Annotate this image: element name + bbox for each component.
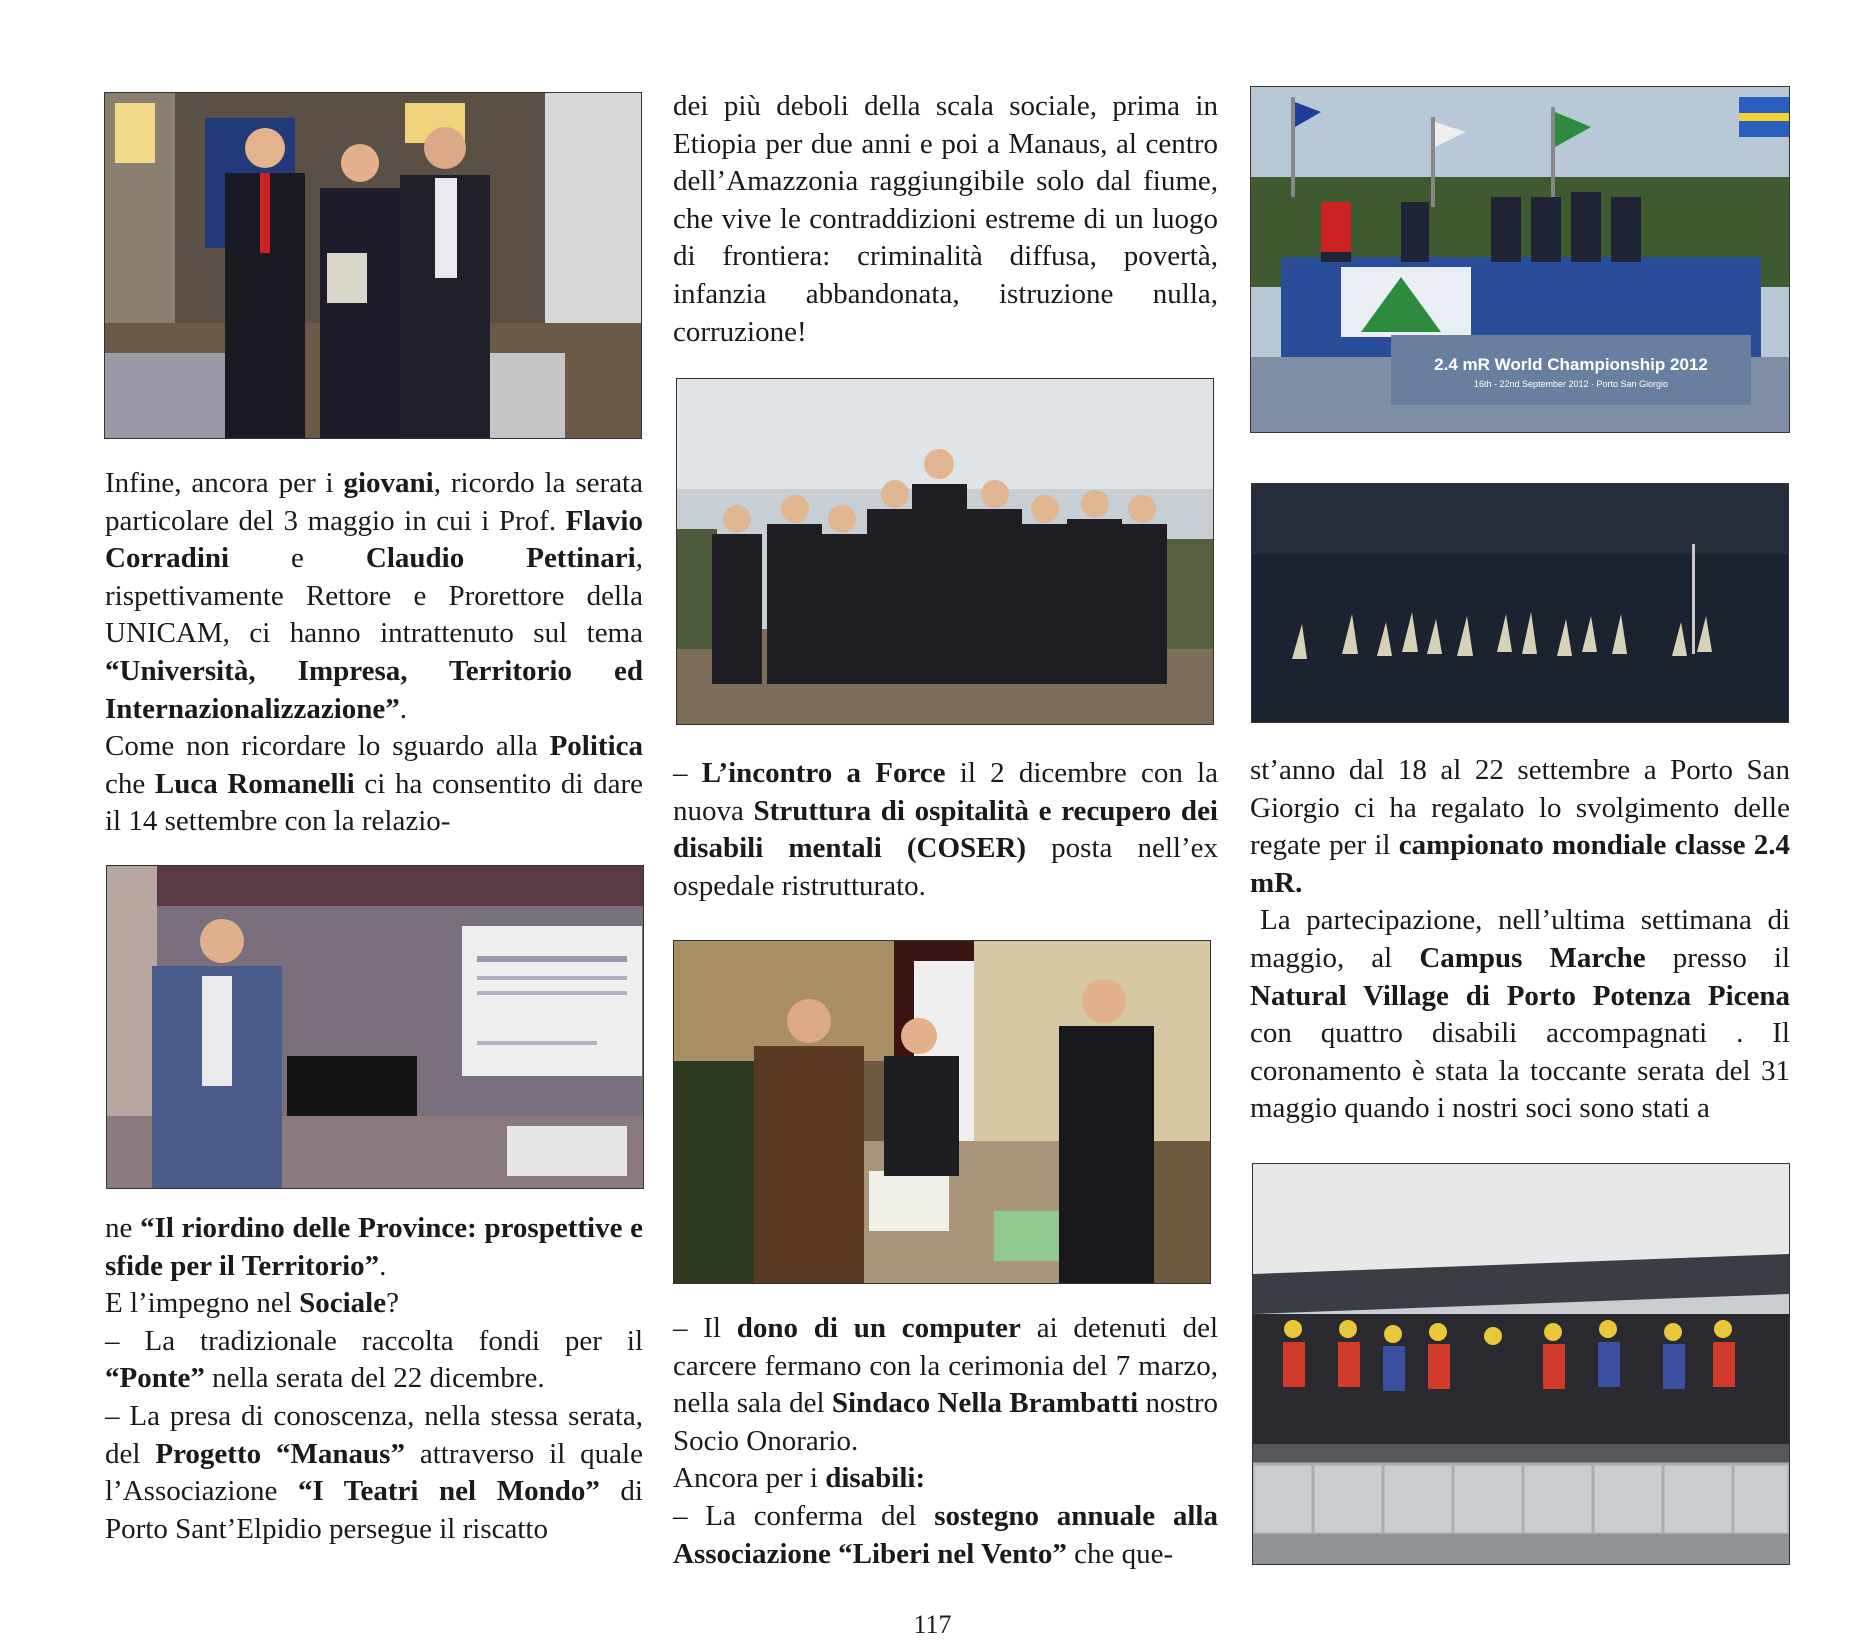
- col2-paragraph-disabili: [673, 1460, 1218, 1498]
- col1-paragraph-manaus: [105, 1398, 643, 1548]
- bold-span: Natural Village di Porto Potenza Picena: [1250, 979, 1790, 1012]
- bold-span: Sociale: [299, 1287, 387, 1320]
- col2-paragraph-liberi-nel-vento: [673, 1498, 1218, 1573]
- bold-span: “I Teatri nel Mondo”: [297, 1475, 600, 1508]
- championship-dates-text: 16th - 22nd September 2012 · Porto San Giorgio: [1473, 379, 1669, 389]
- column-2-text: [673, 88, 1218, 351]
- column-1-text: [105, 465, 643, 841]
- bold-span: disabili:: [825, 1462, 926, 1495]
- col2-paragraph-computer: [673, 1310, 1218, 1460]
- text-span: – La presa di conoscenza, nella stessa serata, del: [105, 1399, 643, 1470]
- bold-span: “Il riordino delle Province: prospettive e sfide per il Territorio”: [105, 1212, 644, 1282]
- page-number: 117: [913, 1610, 952, 1639]
- bold-span: sostegno annuale alla Associazione “Liberi nel Vento”: [673, 1499, 1218, 1570]
- text-span: – La tradizionale raccolta fondi per il: [105, 1324, 643, 1357]
- text-span: E l’impegno nel: [105, 1287, 300, 1320]
- col1-paragraph-ponte: [105, 1323, 643, 1398]
- sailing-regatta-illustration: [1252, 484, 1788, 722]
- bold-span: Campus Marche: [1419, 941, 1646, 974]
- championship-banner-text: 2.4 mR World Championship 2012: [1434, 355, 1708, 374]
- text-span: – Il: [673, 1312, 737, 1344]
- text-span: , ricordo la serata particolare del 3 maggio in cui i Prof.: [105, 467, 643, 537]
- speaker-illustration: [107, 866, 643, 1188]
- text-span: che que-: [1066, 1537, 1174, 1570]
- column-2-text-force: [673, 755, 1218, 905]
- band-stage-illustration: [1253, 1164, 1789, 1564]
- text-span: .: [379, 1249, 387, 1282]
- bold-span: Progetto “Manaus”: [155, 1437, 405, 1470]
- text-span: ci ha consentito di dare il 14 settembre con la relazio-: [105, 767, 643, 838]
- bold-span: Politica: [549, 730, 643, 763]
- column-2-text-computer: [673, 1310, 1218, 1573]
- column-3-text: [1250, 752, 1790, 1128]
- text-span: ne: [105, 1212, 141, 1244]
- col1-paragraph-politica: [105, 728, 643, 841]
- text-span: Come non ricordare lo sguardo alla: [105, 730, 550, 763]
- text-span: st’anno dal 18 al 22 settembre a Porto San Giorgio ci ha regalato lo svolgimento delle regate per il: [1250, 754, 1790, 862]
- award-ceremony-illustration: [105, 93, 641, 438]
- bold-span: dono di un computer: [736, 1312, 1021, 1344]
- bold-span: Luca Romanelli: [154, 767, 355, 800]
- text-span: , rispettivamente Rettore e Prorettore della UNICAM, ci hanno intrattenuto sul tema: [105, 542, 643, 650]
- bold-span: “Ponte”: [105, 1362, 205, 1395]
- col3-paragraph-campus-marche: [1250, 902, 1790, 1128]
- col1-paragraph-sociale: [105, 1285, 643, 1323]
- photo-computer-donation: [673, 940, 1211, 1284]
- col2-paragraph-manaus-continued: dei più deboli della scala sociale, prima in Etiopia per due anni e poi a Manaus, al centro dell’Amazzonia raggiungibile solo dal fiume, che vive le contraddizioni estreme di un luogo di frontiera: criminalità diffusa, povertà, infanzia abbandonata, istruzione nulla, corruzione!: [673, 90, 1218, 348]
- col3-paragraph-regate: [1250, 752, 1790, 902]
- text-span: .: [399, 692, 408, 725]
- text-span: e: [229, 542, 366, 575]
- col2-paragraph-force: [673, 755, 1218, 905]
- text-span: nostro Socio Onorario.: [673, 1387, 1218, 1457]
- text-span: Ancora per i: [673, 1462, 826, 1495]
- text-span: –: [673, 757, 702, 789]
- bold-span: campionato mondiale classe 2.4 mR.: [1250, 829, 1790, 899]
- text-span: Infine, ancora per i: [105, 467, 344, 499]
- bold-span: Flavio Corradini: [105, 504, 643, 575]
- photo-band-stage: [1252, 1163, 1790, 1565]
- col1-paragraph-giovani: [105, 465, 643, 728]
- photo-group-force: [676, 378, 1214, 725]
- bold-span: Sindaco Nella Brambatti: [831, 1387, 1139, 1420]
- column-1-text-continued: [105, 1210, 643, 1548]
- photo-award-ceremony: [104, 92, 642, 439]
- text-span: ai detenuti del carcere fermano con la cerimonia del 7 marzo, nella sala del: [673, 1312, 1219, 1420]
- bold-span: giovani: [343, 467, 434, 499]
- col1-paragraph-province: [105, 1210, 643, 1285]
- text-span: con quattro disabili accompagnati . Il coronamento è stata la toccante serata del 31 maggio quando i nostri soci sono stati a: [1250, 1017, 1790, 1125]
- text-span: ?: [386, 1287, 399, 1320]
- text-span: posta nell’ex ospedale ristrutturato.: [673, 832, 1218, 902]
- bold-span: L’incontro a Force: [701, 757, 946, 789]
- text-span: di Porto Sant’Elpidio persegue il riscatto: [105, 1475, 643, 1545]
- bold-span: “Università, Impresa, Territorio ed Internazionalizzazione”: [105, 654, 643, 725]
- text-span: – La conferma del: [673, 1499, 935, 1532]
- text-span: attraverso il quale l’Associazione: [105, 1437, 643, 1508]
- photo-championship-stage: [1250, 86, 1790, 433]
- computer-donation-illustration: [674, 941, 1210, 1283]
- text-span: che: [105, 767, 155, 800]
- text-span: La partecipazione, nell’ultima settimana di maggio, al: [1250, 904, 1790, 974]
- text-span: presso il: [1645, 941, 1791, 974]
- group-photo-illustration: [677, 379, 1213, 724]
- championship-stage-illustration: [1251, 87, 1789, 432]
- photo-speaker-presentation: [106, 865, 644, 1189]
- bold-span: Struttura di ospitalità e recupero dei disabili mentali (COSER): [673, 794, 1218, 865]
- text-span: il 2 dicembre con la nuova: [673, 757, 1218, 827]
- text-span: nella serata del 22 dicembre.: [204, 1362, 545, 1395]
- bold-span: Claudio Pettinari: [365, 542, 636, 575]
- photo-sailing-regatta: [1251, 483, 1789, 723]
